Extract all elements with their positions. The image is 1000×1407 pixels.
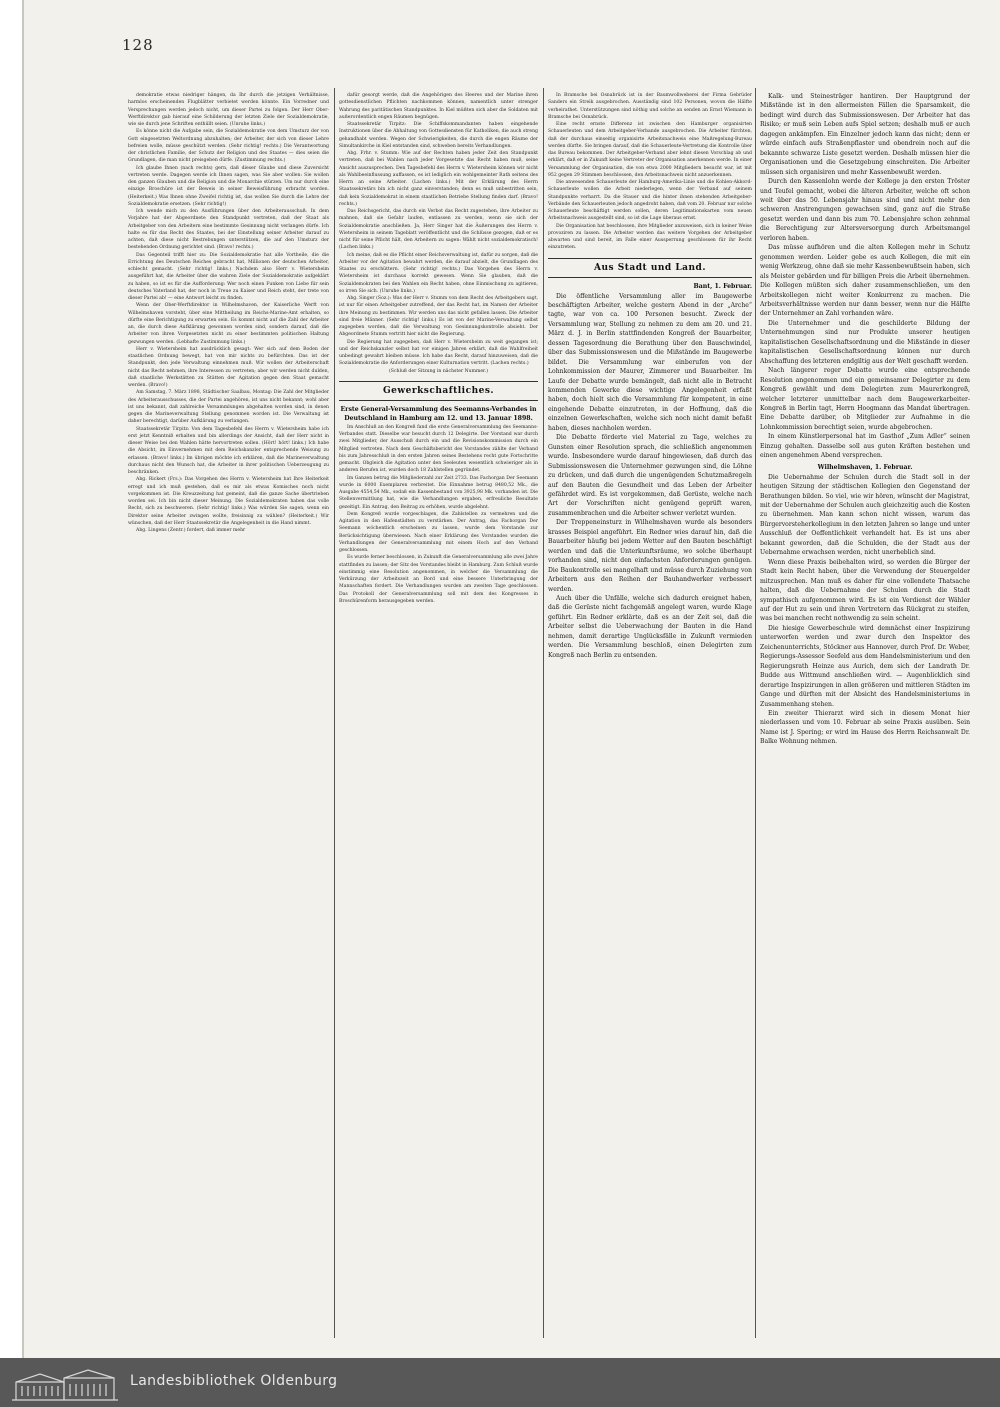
article-heading: Erste General-Versammlung des Seemanns-Verbandes in Deutschland in Hamburg am 12. und 13. Januar 1898.: [340, 405, 537, 422]
column-rule: [334, 88, 335, 1338]
paragraph: Staatssekretär Tirpitz: Die Schiffskommandanten haben eingehende Instruktionen über die Abhaltung von Gottesdiensten für Katholiken, die auch streng gehandhabt werden. Wegen der Schwierigkeiten, die durch die engen Räume der Simultankirche in Kiel entstanden sind, schweben bereits Verhandlungen.: [339, 122, 538, 149]
paragraph: Ein zweiter Thierarzt wird sich in diesem Monat hier niederlassen und vom 10. Februar ab seine Praxis ausüben. Sein Name ist J. Spering; er wird im Hause des Herrn Reichsanwalt Dr. Balke Wohnung nehmen.: [760, 710, 970, 746]
paragraph: Es könne nicht die Aufgabe sein, die Sozialdemokratie von dem Umsturz der von Gott eingesetzten Weltordnung abzuhalten; der Arbeiter, der sich von dieser Lehre befreien wolle, müsse geschützt werden. (Sehr richtig! rechts.) Die Verantwortung der christlichen Familie, der Schutz der Religion und des Staates — dies seien die Grundlagen, die man nicht preisgeben dürfe. (Zustimmung rechts.): [128, 129, 329, 164]
paragraph: Die Unternehmer und die geschilderte Bildung der Unternehmungen sind nur Produkte unserer heutigen kapitalistischen Gesellschaftsordnung und die Mißstände in dieser kapitalistischen Gesellschaftsordnung können nur durch Abschaffung des letzteren endgiltig aus der Welt geschafft werden.: [760, 319, 970, 365]
column-rule: [755, 88, 756, 1338]
paragraph: Der Treppeneinsturz in Wilhelmshaven wurde als besonders krasses Beispiel angeführt. Ein Redner wies darauf hin, daß die Bauarbeiter häufig bei jedem Wetter auf den Bauten beschäftigt werden und daß die Unterkunftsräume, wo solche überhaupt vorhanden sind, nicht den einfachsten Anforderungen genügen. Die Baukontrolle sei mangelhaft und müsse durch Zuziehung von Arbeitern aus den Reihen der Bauhandwerker verbessert werden.: [548, 519, 752, 593]
paragraph: Abg. Frhr. v. Stumm: Wie auf der Rechten haben jeder Zeit den Standpunkt vertreten, daß bei Wahlen nach jeder Vorgesetzte das Recht haben muß, seine Ansicht auszusprechen. Den Tagesbefehl des Herrn v. Wietersheim können wir nicht als Wahlbeeinflussung auffassen, es ist lediglich ein wohlgemeinter Rath seitens des Herrn an seine Arbeiter. (Lachen links.) Mit der Erklärung des Herrn Staatssekretärs bin ich nicht ganz einverstanden; denn es muß unbestritten sein, daß kein Sozialdemokrat in einem staatlichen Betriebe Stellung finden darf. (Bravo! rechts.): [339, 151, 538, 207]
paragraph: Abg. Lingens (Zentr.) fordert, daß immer mehr: [136, 528, 246, 533]
paragraph: Abg. Singer (Soz.): Was der Herr v. Stumm von dem Recht des Arbeitgebers sagt, ist nur für einen Arbeitgeber zutreffend, der das Recht hat, im Namen der Arbeiter ihre Meinung zu bestimmen. Wir werden uns das nicht gefallen lassen. Die Arbeiter sind freie Männer. (Sehr richtig! links.) Es ist von der Marine-Verwaltung selbst zugegeben worden, daß die Verwaltung von Gesinnungskontrolle absieht. Der Abgeordnete Stumm vertritt hier nicht die Regierung.: [339, 296, 538, 338]
paragraph: Staatssekretär Tirpitz: Von dem Tagesbefehl des Herrn v. Wietersheim habe ich erst jetzt Kenntniß erhalten und bin allerdings der Ansicht, daß der Herr nicht in dieser Weise bei den Wahlen hätte hervortreten sollen. (Hört! hört! links.) Ich habe die Absicht, im Einvernehmen mit dem Reichskanzler entsprechende Weisung zu erlassen. (Bravo! links.) Im übrigen möchte ich erklären, daß die Marineverwaltung durchaus nicht den Wunsch hat, die Arbeiter in ihrer politischen Ueberzeugung zu beschränken.: [128, 426, 329, 475]
paragraph: Das Gegenteil trifft hier zu: Die Sozialdemokratie hat alle Vortheile, die die Errichtung des Deutschen Reiches gebracht hat, Millionen der deutschen Arbeiter, schlecht gemacht. (Sehr richtig! links.) Nachdem also Herr v. Wietersheim ausgeführt hat, die Arbeiter über die wahren Ziele der Sozialdemokratie aufgeklärt zu haben, so ist es für die Aufforderung: Wer noch einen Funken von Liebe für sein deutsches Vaterland hat, der noch in Treue zu Kaiser und Reich steht, der trete von dieser Partei ab! — eine Antwort leicht zu finden.: [128, 252, 329, 301]
page-edge: [22, 0, 24, 1407]
paragraph: dafür gesorgt werde, daß die Angehörigen des Heeres und der Marine ihren gottesdienstlichen Pflichten nachkommen können, namentlich unter strenger Wahrung des paritätischen Standpunktes. In Kiel müßten sich aber die Soldaten mit außerordentlich engen Räumen begnügen.: [339, 93, 538, 120]
paragraph: Das Reichsgericht, das durch ein Verbot das Recht zugestehen, ihre Arbeiter zu mahnen, daß sie Gefahr laufen, entlassen zu werden, wenn sie sich der Sozialdemokratie anschließen. Ja, Herr Singer hat die Äußerungen des Herrn v. Wietersheim in seinem Tageblatt veröffentlicht und die Schlüsse gezogen, daß er es nicht für seine Pflicht hält, den Arbeitern zu sagen: Wählt nicht sozialdemokratisch! (Lachen links.): [339, 209, 538, 251]
paragraph: In einem Künstlerpersonal hat im Gasthof „Zum Adler“ seinen Einzug gehalten. Dasselbe soll aus guten Kräften bestehen und einen angenehmen Abend versprechen.: [760, 433, 970, 460]
paragraph: Die Organisation hat beschlossen, ihre Mitglieder anzuweisen, sich in keiner Weise provoziren zu lassen. Die Arbeiter werden das weitere Vorgehen der Arbeitgeber abwarten und sind bereit, im Falle einer Aussperrung geschlossen für ihr Recht einzutreten.: [548, 223, 752, 251]
paragraph: Wenn diese Praxis beibehalten wird, so werden die Bürger der Stadt kein Recht haben, über die Verwendung der Steuergelder mitzusprechen. Man muß es daher für eine vollendete Thatsache halten, daß die Uebernahme der Schulen durch die Stadt sympathisch aufgenommen wird. Es ist ein Verdienst der Wähler auf der Hut zu sein und ihren Vertretern das Rückgrat zu steifen, was bei manchen recht nothwendig zu sein scheint.: [760, 558, 970, 623]
paragraph: Die Regierung hat zugegeben, daß Herr v. Wietersheim zu weit gegangen ist; und der Reichskanzler selbst hat vor einigen Jahren erklärt, daß die Wahlfreiheit unbedingt gewahrt bleiben müsse. Ich habe das Recht, darauf hinzuweisen, daß die Sozialdemokratie die Anforderungen einer Kulturnation vertritt. (Lachen rechts.): [339, 339, 538, 367]
paragraph: Am Samstag, 7. März 1898, Städtischer Saalbau, Montag: Die Zahl der Mitglieder des Arbeiterausschusses, die der Partei angehören, ist uns nicht bekannt; wohl aber ist uns bekannt, daß zahlreiche Versammlungen abgehalten worden sind, in denen gegen die Marineverwaltung Stellung genommen worden ist. Die Verwaltung ist daher berechtigt, darüber Aufklärung zu verlangen.: [128, 390, 329, 425]
paragraph: Eine recht ernste Differenz ist zwischen den Hamburger organisirten Schauerleuten und dem Arbeitgeber-Verbande ausgebrochen. Die Arbeiter fürchten, daß der durchaus einseitig organisirte Arbeitsnachweis eine Maßregelung-Bureau werden dürfte. Sie bringen darauf, daß die Schauerleute-Vertretung die Kontrolle über das Bureau bekommen. Der Arbeitgeber-Verband aber lehnt diesen Vorschlag ab und erklärt, daß er in Zukunft keine Vertreter der Organisation anerkennen werde. In einer Versammlung der Organisation, die von etwa 2000 Mitgliedern besucht war, ist mit 952 gegen 29 Stimmen beschlossen, den Arbeitsnachweis nicht anzuerkennen.: [548, 122, 752, 178]
paragraph: Ich meine, daß es die Pflicht einer Reichsverwaltung ist, dafür zu sorgen, daß die Arbeiter vor der Agitation bewahrt werden, die darauf abzielt, die Grundlagen des Staates zu erschüttern. (Sehr richtig! rechts.) Das Vorgehen des Herrn v. Wietersheim ist durchaus korrekt gewesen. Wenn Sie glauben, daß die Sozialdemokraten bei den Wahlen ein Recht haben, ohne Einmischung zu agitieren, so irren Sie sich. (Unruhe links.): [339, 252, 538, 294]
paragraph: Die Debatte förderte viel Material zu Tage, welches zu Gunsten einer Resolution sprach, die schließlich angenommen wurde. Insbesondere wurde darauf hingewiesen, daß durch das Submissionswesen die Unternehmer gezwungen sind, die Löhne zu drücken, und daß durch die ungenügenden Schutzmaßregeln auf den Bauten die Gesundheit und das Leben der Arbeiter gefährdet wird. Es ist vorgekommen, daß Gerüste, welche nach Art der Vorschriften nicht genügend geprüft waren, zusammenbrachen und die Arbeiter schwer verletzt wurden.: [548, 434, 752, 517]
library-building-logo-icon: [6, 1362, 124, 1404]
paragraph: Die Uebernahme der Schulen durch die Stadt soll in der heutigen Sitzung der städtischen Kollegien den Gegenstand der Berathungen bilden. So viel, wie wir hören, wünscht der Magistrat, mit der Uebernahme der Schulen auch gleichzeitig auch die Kosten zu übernehmen. Man kann schon nicht wissen, warum das Bürgervorsteherkollegium in den letzten Jahren so lange und unter Ausschluß der Oeffentlichkeit verhandelt hat. Es ist uns aber bekannt geworden, daß die Schulden, die der Stadt aus der Uebernahme erwachsen werden, nicht unerheblich sind.: [760, 473, 970, 557]
paragraph: Abg. Rickert (Frs.): Das Vorgehen des Herrn v. Wietersheim hat Ihre Heiterkeit erregt und ich muß gestehen, daß es mir als etwas Komisches noch nicht vorgekommen ist. Die Kreuzzeitung hat gemeint, daß die ganze Sache übertrieben worden sei. Ich bin nicht dieser Meinung. Die Sozialdemokraten haben das volle Recht, sich zu beschweren. (Sehr richtig! links.) Was würden Sie sagen, wenn ein Direktor seine Arbeiter zwingen wollte, freisinnig zu wählen? (Heiterkeit.) Wir wünschen, daß der Herr Staatssekretär die Angelegenheit in die Hand nimmt.: [128, 477, 329, 526]
page-number: 128: [122, 36, 154, 54]
paragraph: Es wurde ferner beschlossen, in Zukunft die Generalversammlung alle zwei Jahre stattfinden zu lassen; der Sitz des Vorstandes bleibt in Hamburg. Zum Schluß wurde einstimmig eine Resolution angenommen, in welcher die Versammlung die Verkürzung der Arbeitszeit an Bord und eine bessere Unterbringung der Mannschaften fordert. Die Verhandlungen wurden am zweiten Tage geschlossen. Das Protokoll der Generalversammlung soll mit dem des Kongresses in Broschürenform herausgegeben werden.: [339, 555, 538, 604]
paragraph: Auch über die Unfälle, welche sich dadurch ereignet haben, daß die Gerüste nicht fachgemäß angelegt waren, wurde Klage geführt. Ein Redner erklärte, daß es an der Zeit sei, daß die Arbeiter selbst die Ueberwachung der Bauten in die Hand nehmen, damit derartige Unglücksfälle in Zukunft vermieden werden. Die Versammlung beschloß, einen Delegirten zum Kongreß nach Berlin zu entsenden.: [548, 595, 752, 659]
paragraph: Ich wende mich zu den Ausführungen über den Arbeiterausschuß. In dem Vorjahre hat der Abgeordnete den Standpunkt vertreten, daß der Staat als Arbeitgeber von den Arbeitern eine bestimmte Gesinnung nicht verlangen dürfe. Ich halte es für das Recht des Staates, bei der Einstellung seiner Arbeiter darauf zu achten, daß diese nicht Bestrebungen unterstützen, die auf den Umsturz der bestehenden Ordnung gerichtet sind. (Bravo! rechts.): [128, 209, 329, 251]
paragraph: In Bramsche bei Osnabrück ist in der Baumwollweberei der Firma Gebrüder Sanders ein Streik ausgebrochen. Ausständig sind 102 Personen, wovon die Hälfte verheirathet. Unterstützungen sind nöthig und solche an senden an Ernst Wiemann in Bramsche bei Osnabrück.: [548, 93, 752, 120]
paragraph: Ich glaube Ihnen (nach rechts) gern, daß dieser Glaube und diese Zuversicht vertreten werde. Dagegen werde ich Ihnen sagen, was Sie aber wollen: Sie wollen den ganzen Glauben und die Religion und die Monarchie stürzen. Um nur durch eine einzige Broschüre ist der Beweis in seiner Beweisführung erbracht worden. (Heiterkeit.) Was Ihnen ohne Zweifel richtig ist, das wollen Sie durch die Lehre der Sozialdemokratie ersetzen. (Sehr richtig!): [128, 165, 329, 207]
dateline: Bant, 1. Februar.: [693, 282, 752, 290]
paragraph: Dem Kongreß wurde vorgeschlagen, die Zahlstellen zu vermehren und die Agitation in den Hafenstädten zu verstärken. Der Antrag, das Fachorgan Der Seemann wöchentlich erscheinen zu lassen, wurde dem Vorstande zur Berücksichtigung überwiesen. Nach einer Erklärung des Vorstandes wurden die Verhandlungen der Generalversammlung mit einem Hoch auf den Verband geschlossen.: [339, 511, 538, 553]
paragraph: Die anwesenden Schauerleute der Hamburg-Amerika-Linie und die Kohlen-Akkord-Schauerleute wollen die Arbeit niederlegen, wenn der Verband auf seinem Standpunkte verharrt. Da die Stauer und die hinter ihnen stehenden Arbeitgeber-Verbände den Schauerleuten jedoch angedroht haben, daß vom 20. Februar nur solche Schauerleute beschäftigt werden sollen, deren Legitimationskarten vom neuen Arbeitsnachweis ausgestellt sind, so ist die Lage überaus ernst.: [548, 180, 752, 222]
section-heading: Gewerkschaftliches.: [339, 381, 538, 401]
paragraph: (Schluß der Sitzung in nächster Nummer.): [389, 368, 488, 374]
paragraph: Wenn der Ober-Werftdirektor in Wilhelmshaven, der Kaiserliche Werft von Wilhelmshaven vorsteht, über eine Mittheilung im Reichs-Marine-Amt erhalten, so dürfte eine Berichtigung zu erwarten sein. Es kommt nicht auf die Zahl der Arbeiter an, die durch diese Aufklärung gewonnen worden sind, sondern darauf, daß die Arbeiter von ihren Vorgesetzten nicht zu einer bestimmten politischen Haltung gezwungen werden. (Lebhafte Zustimmung links.): [128, 303, 329, 345]
section-heading: Aus Stadt und Land.: [548, 258, 752, 278]
paragraph: Im Ganzen betrug die Mitgliederzahl zur Zeit 2733. Das Fachorgan Der Seemann wurde in 6000 Exemplaren verbreitet. Die Einnahme betrug 8480,52 Mk., die Ausgabe 4554,54 Mk., sodaß ein Kassenbestand von 3925,98 Mk. vorhanden ist. Die Stellenvermittlung hat, wie die Verhandlungen ergaben, erfreuliche Resultate gezeitigt. Ein Antrag, den Beitrag zu erhöhen, wurde abgelehnt.: [339, 475, 538, 510]
column-rule: [543, 88, 544, 1338]
paragraph: Herr v. Wietersheim hat ausdrücklich gesagt: Wer sich auf dem Boden der staatlichen Ordnung bewegt, hat von mir nichts zu befürchten. Das ist der Standpunkt, den jede Verwaltung einnehmen muß. Wir wollen der Arbeiterschaft nicht das Recht nehmen, ihre Interessen zu vertreten; aber wir werden nicht dulden, daß staatliche Werkstätten zu Stätten der Agitation gegen den Staat gemacht werden. (Bravo!): [128, 346, 329, 388]
paragraph: Nach längerer reger Debatte wurde eine entsprechende Resolution angenommen und ein gemeinsamer Delegirter zu dem Kongreß gewählt und dem Delegirten zum Maurerkongreß, welcher letzterer unmittelbar nach dem Baugewerkarbeiter-Kongreß in Berlin tagt, Herrn Hoogmann das Mandat übertragen. Eine Debatte darüber, ob Mitglieder zur Aufnahme in die Lohnkommission berechtigt seien, wurde abgebrochen.: [760, 367, 970, 431]
paragraph: Die hiesige Gewerbeschule wird demnächst einer Inspizirung unterworfen werden und zwar durch den Inspektor des Zeichenunterrichts, Stöckner aus Hannover, durch Prof. Dr. Weber, Regierungs-Assessor Seefeld aus dem Handelsministerium und den Regierungsrath Heinze aus Aurich, dem sich der Landrath Dr. Budde aus Wittmund anschließen wird. — Augenblicklich sind derartige Inspizirungen in allen größeren und mittleren Städten im Gange und dürften mit der Absicht des Handelsministeriums in Zusammenhang stehen.: [760, 624, 970, 708]
column-2: [339, 92, 538, 1330]
column-3: [548, 92, 752, 1330]
paragraph: Die öffentliche Versammlung aller im Baugewerbe beschäftigten Arbeiter, welche gestern Abend in der „Arche“ tagte, war von ca. 100 Personen besucht. Zweck der Versammlung war, Stellung zu nehmen zu dem am 20. und 21. März d. J. in Berlin stattfindenden Kongreß der Bauarbeiter, dessen Tagesordnung die Berathung über den Bauschwindel, über das Submissionswesen und die Mißstände im Baugewerbe bildet. Die Versammlung war einberufen von der Lohnkommission der Maurer, Zimmerer und Bauarbeiter. Im Laufe der Debatte wurde bemängelt, daß nicht alle in Betracht kommenden Gewerke diese wichtige Angelegenheit erfaßt haben, doch hielt sich die Versammlung für kompetent, in eine eingehende Debatte einzutreten, in der Hoffnung, daß die einzelnen Gewerkschaften, welche sich noch nicht damit befaßt haben, dieses nachholen werden.: [548, 292, 752, 432]
dateline: Wilhelmshaven, 1. Februar.: [817, 463, 913, 471]
library-name: Landesbibliothek Oldenburg: [130, 1373, 338, 1389]
footer-bar: [0, 1358, 1000, 1407]
paragraph: demokratie etwas niedriger hängen, da Ihr durch die jetzigen Verhältnisse, harmlos erscheinenden Flugblätter verbietet werden könnte. Ein Vorredner und Versprechungen werden jedoch nicht, um dieser Partei zu folgen. Der Herr Ober-Werftdirektor gab hierauf eine Schilderung der letzten Ziele der Sozialdemokratie, wie sie durch jene Schriften enthüllt seien. (Unruhe links.): [128, 93, 329, 127]
paragraph: Das müsse aufhören und die alten Kollegen mehr in Schutz genommen werden. Leider gebe es auch Kollegen, die mit ein wenig Werkzeug, ohne daß sie mehr Kassenbewußtsein haben, sich als Meister gebärden und für billigen Preis die Arbeit übernehmen. Die Kollegen müßten sich daher zusammenschließen, um den Arbeitskollegen nicht weiter Konkurrenz zu machen. Die Arbeitsverhältnisse werden nur dann besser, wenn nur die Hälfte der Unternehmer an Zahl vorhanden wäre.: [760, 244, 970, 318]
paragraph: Durch den Kassenlohn werde der Kollege ja den ersten Tröster und Teufel gemacht, wobei die älteren Arbeiter, welche oft schon weit über das 50. Lebensjahr hinaus sind und nicht mehr den schweren Anstrengungen gewachsen sind, ganz auf die Straße gesetzt werden und dann bis zum 70. Lebensjahre schon zehnmal die Berechtigung zur Altersversorgung durch Arbeitsmangel verloren haben.: [760, 178, 970, 242]
column-4: [760, 92, 970, 1330]
column-1: [128, 92, 329, 1330]
paragraph: Kalk- und Steinesträger hantiren. Der Hauptgrund der Mißstände ist in den allermeisten Fällen die Sparsamkeit, die bedingt wird durch das Submissionswesen. Der Arbeiter hat das Risiko; er muß sein Leben aufs Spiel setzen; deshalb muß er auch dagegen ankämpfen. Ein Einzelner jedoch kann das nicht; denn er würde einfach aufs Straßenpflaster und obendrein noch auf die bekannte schwarze Liste gesetzt werden. Deshalb müssen hier die Organisationen und die Gesetzgebung einschreiten. Die Arbeiter müssen sich organisiren und mehr Kassenbewußt werden.: [760, 93, 970, 176]
paragraph: Im Anschluß an den Kongreß fand die erste Generalversammlung des Seemanns-Verbandes statt. Dieselbe war besucht durch 12 Delegirte. Der Vorstand war durch zwei Mitglieder, der Ausschuß durch ein und die Revisionskommission durch ein Mitglied vertreten. Nach dem Geschäftsbericht des Vorstandes zählte der Verband bis zum Jahresschluß in den ersten Jahren seines Bestehens recht gute Fortschritte gemacht. Obgleich die Agitation unter den Seeleuten wesentlich schwieriger als in anderen Berufen ist, wurden doch 18 Zahlstellen gegründet.: [339, 424, 538, 474]
